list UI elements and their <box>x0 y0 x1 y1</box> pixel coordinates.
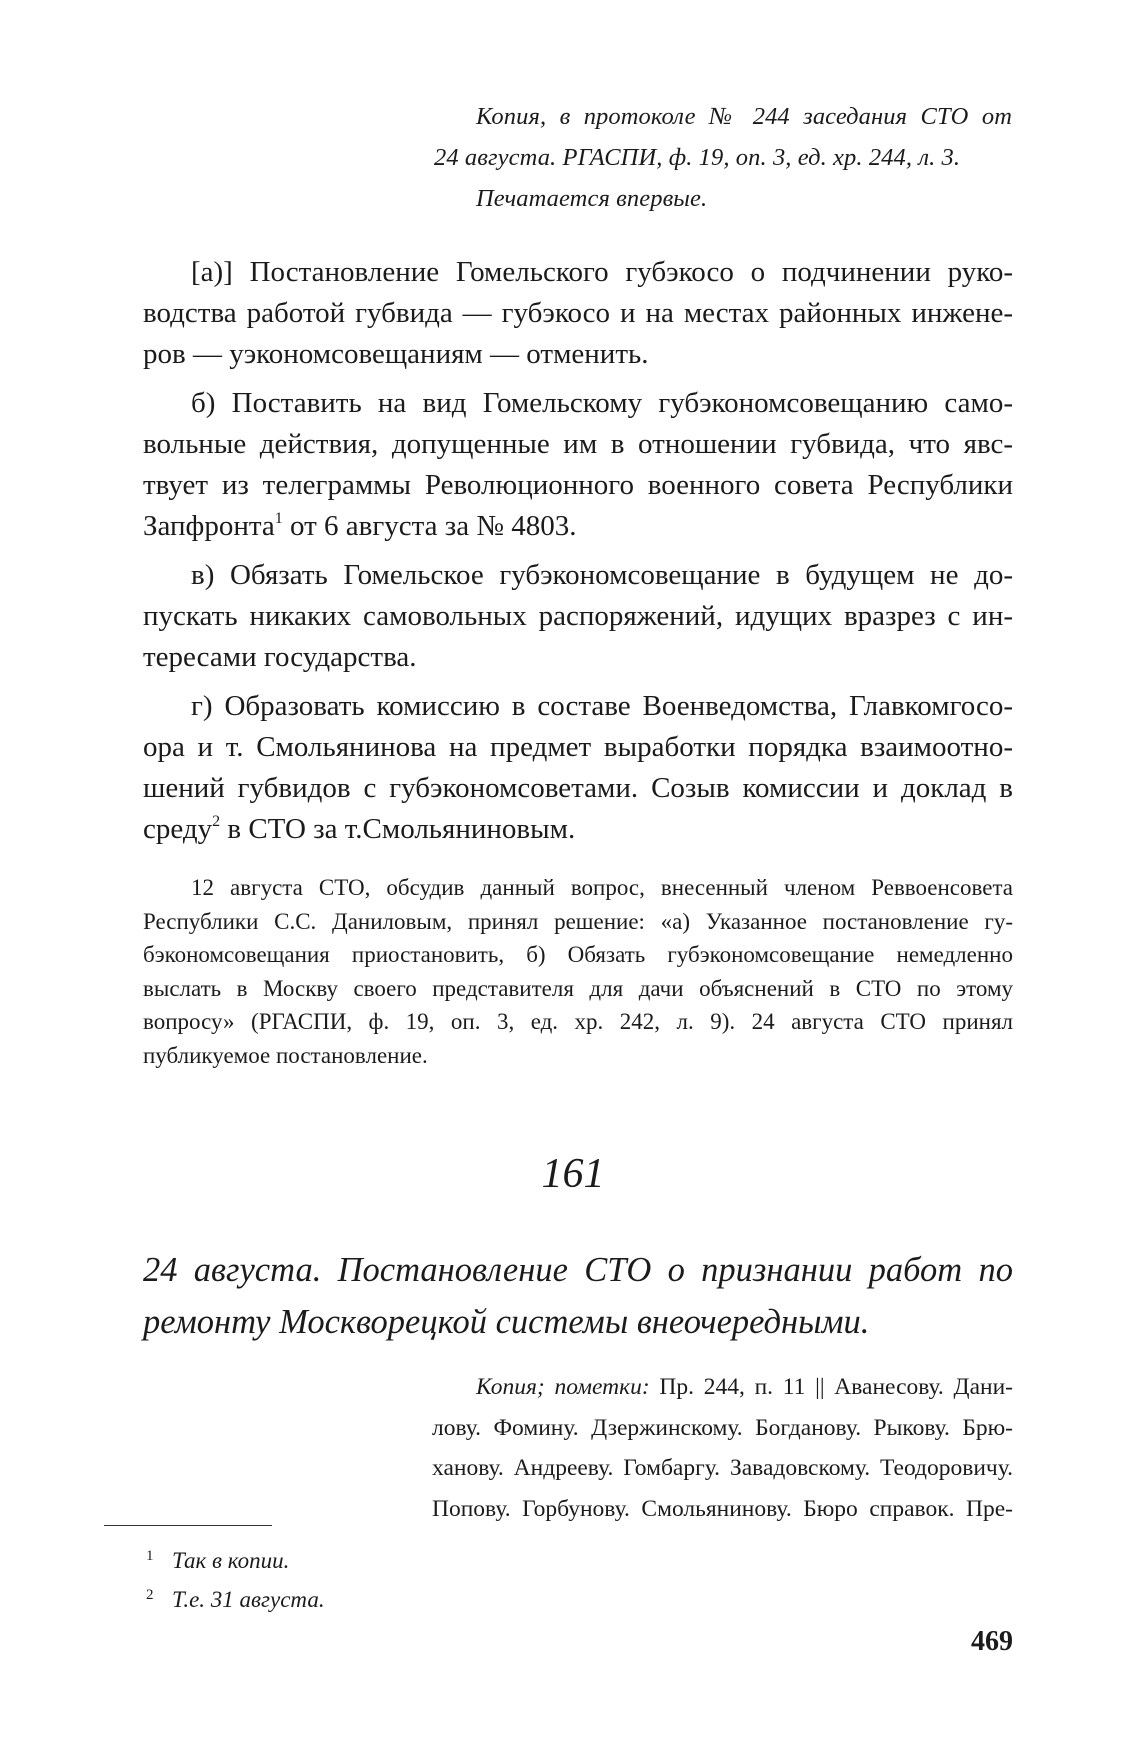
footnotes <box>146 1541 325 1619</box>
title-line: 24 августа. Постановление СТО о признании работ по <box>143 1251 1013 1289</box>
footnote-ref-1: 1 <box>274 510 283 527</box>
meta-line <box>432 1367 1013 1408</box>
source-note-line: Копия, в протоколе № 244 заседания СТО от <box>476 103 1012 130</box>
text-line: шений губвидов с губэкономсоветами. Созыв комиссии и доклад в <box>143 772 1013 804</box>
text-line: твует из телеграммы Революционного военного совета Республики <box>143 469 1013 501</box>
source-note-line: 24 августа. РГАСПИ, ф. 19, оп. 3, ед. хр. 244, л. 3. <box>434 144 961 171</box>
text-line: ора и т. Смольянинова на предмет выработки порядка взаимоотно- <box>143 731 1013 763</box>
footnote-divider <box>104 1525 272 1526</box>
decree-body <box>143 252 1013 850</box>
text-run: Пр. 244, п. 11 || Аванесову. Дани- <box>649 1374 1013 1400</box>
text-line: [а)] Постановление Гомельского губэкосо о подчинении руко- <box>191 256 1013 288</box>
text-line: в) Обязать Гомельское губэкономсовещание в будущем не до- <box>191 559 1013 591</box>
text-line: г) Образовать комиссию в составе Военведомства, Главкомгосо- <box>191 690 1013 722</box>
footnote-ref-2: 2 <box>212 813 221 830</box>
note-line: Республики С.С. Даниловым, принял решение: «а) Указанное постановление гу- <box>143 908 1013 934</box>
text-line <box>143 809 1013 850</box>
note-line: публикуемое постановление. <box>143 1042 428 1068</box>
text-line: пускать никаких самовольных распоряжений, идущих вразрез с ин- <box>143 600 1013 632</box>
decree-paragraph-g <box>143 686 1013 850</box>
document-title <box>143 1244 1013 1348</box>
text-line: ров — уэкономсовещаниям — отменить. <box>143 338 649 370</box>
text-run: от 6 августа за № 4803. <box>282 510 577 542</box>
text-line <box>143 506 1013 547</box>
footnote-2: 2 Т.е. 31 августа. <box>146 1587 325 1612</box>
archival-source-note <box>434 96 1012 219</box>
text-run: в СТО за т.Смольяниновым. <box>220 813 576 845</box>
meta-line: ханову. Андрееву. Гомбаргу. Завадовскому. Теодоровичу. <box>432 1455 1013 1481</box>
text-line: вольные действия, допущенные им в отношении губвида, что явс- <box>143 428 1013 460</box>
text-run: Запфронта <box>143 510 275 542</box>
footnote-text: Так в копии. <box>172 1548 290 1573</box>
footnote-text: Т.е. 31 августа. <box>172 1587 325 1612</box>
note-line: выслать в Москву своего представителя для дачи объяснений в СТО по этому <box>143 975 1013 1001</box>
meta-line: Попову. Горбунову. Смольянинову. Бюро справок. Пре- <box>432 1495 1013 1522</box>
note-line: вопросу» (РГАСПИ, ф. 19, оп. 3, ед. хр. 242, л. 9). 24 августа СТО принял <box>143 1009 1013 1035</box>
meta-line: лову. Фомину. Дзержинскому. Богданову. Рыкову. Брю- <box>432 1414 1013 1441</box>
text-line: водства работой губвида — губэкосо и на местах районных инжене- <box>143 297 1013 329</box>
note-line: бэкономсовещания приостановить, б) Обязать губэкономсовещание немедленно <box>143 942 1013 968</box>
meta-label: Копия; пометки: <box>476 1374 650 1400</box>
note-line: 12 августа СТО, обсудив данный вопрос, внесенный членом Реввоенсовета <box>191 875 1013 900</box>
decree-paragraph-v <box>143 555 1013 678</box>
decree-paragraph-a <box>143 252 1013 375</box>
title-line: ремонту Москворецкой системы внеочередными. <box>143 1303 870 1341</box>
document-annotations <box>432 1367 1013 1529</box>
text-line: б) Поставить на вид Гомельскому губэкономсовещанию само- <box>191 387 1013 419</box>
text-line: тересами государства. <box>143 641 417 673</box>
page-number: 469 <box>971 1626 1013 1657</box>
text-run: среду <box>143 813 213 845</box>
editorial-note <box>143 871 1013 1073</box>
document-number: 161 <box>541 1151 605 1197</box>
decree-paragraph-b <box>143 383 1013 547</box>
footnote-1: 1 Так в копии. <box>146 1548 290 1573</box>
source-note-line: Печатается впервые. <box>476 185 708 212</box>
